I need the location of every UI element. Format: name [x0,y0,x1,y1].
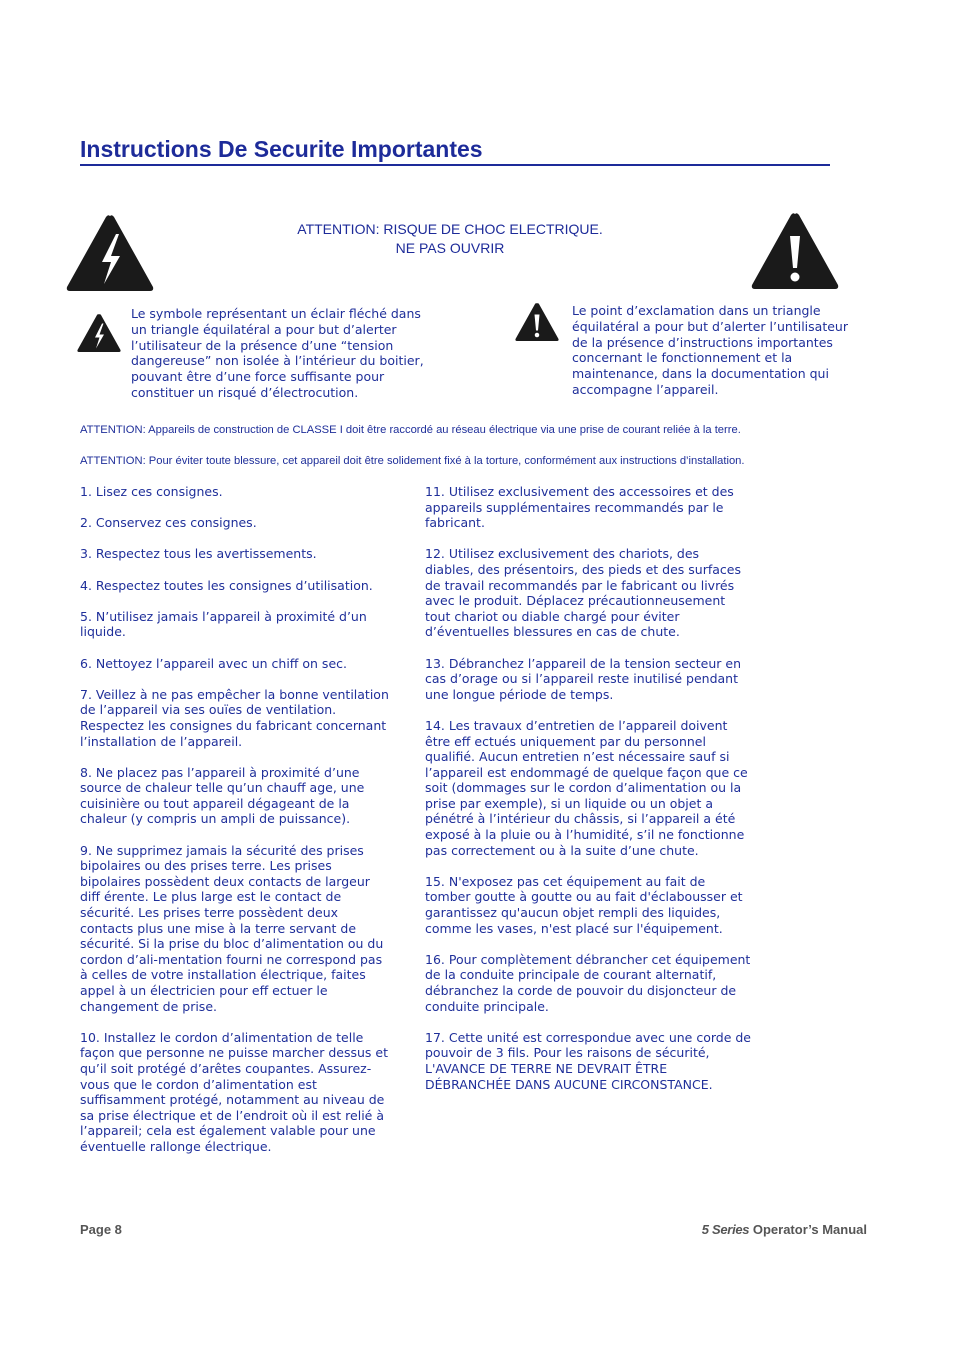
manual-label: Operator’s Manual [749,1222,867,1237]
list-item: 4. Respectez toutes les consignes d’utilisation. [80,577,373,593]
class-one-note: ATTENTION: Appareils de construction de CLASSE I doit être raccordé au réseau électrique via une prise de courant reliée à la terre. [80,424,741,436]
list-item: 12. Utilisez exclusivement des chariots, des diables, des présentoirs, des pieds et des surfaces de travail recommandés par le fabricant ou livrés avec le produit. Déplacez précautionneusement tout chariot ou diable chargé pour éviter d’éventuelles blessures en cas de chute. [425,546,741,640]
lightning-symbol-description: Le symbole représentant un éclair fléché dans un triangle équilatéral a pour but d’alerter l’utilisateur de la présence d’une “tension dangereuse” non isolée à l’intérieur du boitier, pouvant être d’une force suffisante pour constituer un risqué d’électrocution. [131,306,424,400]
list-item: 13. Débranchez l’appareil de la tension secteur en cas d’orage ou si l’appareil reste inutilisé pendant une longue période de temps. [425,655,742,702]
exclamation-symbol-description: Le point d’exclamation dans un triangle équilatéral a pour but d’alerter l’untilisateur de la présence d’instructions importantes concernant le fonctionnement et la maintenance, dans la documentation qui accompagne l’appareil. [572,303,848,397]
page-title: Instructions De Securite Importantes [80,134,830,166]
lightning-symbol-icon [76,311,122,355]
exclamation-warning-icon [749,210,841,292]
exclamation-symbol-icon [514,301,560,343]
list-item: 16. Pour complètement débrancher cet équipement de la conduite principale de courant alternatif, débranchez la corde de pouvoir du disjoncteur de conduite principale. [425,951,751,1014]
list-item: 2. Conservez ces consignes. [80,515,257,531]
electric-shock-warning [230,220,670,258]
page-number: Page 8 [80,1222,122,1237]
list-item: 1. Lisez ces consignes. [80,484,223,499]
list-item: 8. Ne placez pas l’appareil à proximité d’une source de chaleur telle qu’un chauff age, une cuisinière ou tout appareil dégageant de la chaleur (y compris un ampli de puissance). [80,764,365,827]
list-item: 7. Veillez à ne pas empêcher la bonne ventilation de l’appareil via ses ouïes de ventilation. Respectez les consignes du fabricant concernant l’installation de l’appareil. [80,686,389,749]
list-item: 15. N'exposez pas cet équipement au fait de tomber goutte à goutte ou au fait d'éclabousser et garantissez qu'aucun objet rempli des liquides, comme les vases, n'est placé sur l'équipement. [425,873,743,936]
electric-shock-warning-icon [64,212,156,294]
warning-line-1: ATTENTION: RISQUE DE CHOC ELECTRIQUE. [297,221,603,237]
list-item: 9. Ne supprimez jamais la sécurité des prises bipolaires ou des prises terre. Les prises bipolaires possèdent deux contacts de largeur diff érente. Le plus large est le contact de sécurité. Les prises terre possèdent deux contacts plus une mise à la terre servant de sécurité. Si la prise du bloc d’alimentation ou du cordon d’ali-mentation fourni ne correspond pas à celles de votre installation électrique, faites appel à un électricien pour eff ectuer le changement de prise. [80,842,384,1014]
manual-title [702,1222,867,1237]
instructions-right-column [425,484,751,1108]
list-item: 6. Nettoyez l’appareil avec un chiff on sec. [80,655,347,671]
warning-line-2: NE PAS OUVRIR [395,240,505,256]
list-item: 3. Respectez tous les avertissements. [80,546,317,562]
mounting-note: ATTENTION: Pour éviter toute blessure, cet appareil doit être solidement fixé à la torture, conformément aux instructions d’installation. [80,455,745,467]
list-item: 17. Cette unité est correspondue avec une corde de pouvoir de 3 fils. Pour les raisons de sécurité, L'AVANCE DE TERRE NE DEVRAIT ÊTRE DÉBRANCHÉE DANS AUCUNE CIRCONSTANCE. [425,1029,751,1092]
list-item: 14. Les travaux d’entretien de l’appareil doivent être eff ectués uniquement par du personnel qualifié. Aucun entretien n’est nécessaire sauf si l’appareil est endommagé de quelque façon que ce soit (dommages sur le cordon d’alimentation ou la prise par exemple), si un liquide ou un objet a pénétré à l’intérieur du châssis, si l’appareil a été exposé à la pluie ou à l’humidité, s’il ne fonctionne pas correctement ou à la suite d’une chute. [425,717,748,858]
list-item: 5. N’utilisez jamais l’appareil à proximité d’un liquide. [80,608,367,640]
list-item: 10. Installez le cordon d’alimentation de telle façon que personne ne puisse marcher dessus et qu’il soit protégé d’arêtes coupantes. Assurez-vous que le cordon d’alimentation est suffisamment protégé, notamment au niveau de sa prise électrique et de l’endroit où il est relié à l’appareil; cela est également valable pour une éventuelle rallonge électrique. [80,1029,388,1154]
series-name: 5 Series [701,1222,750,1237]
list-item: 11. Utilisez exclusivement des accessoires et des appareils supplémentaires recommandés par le fabricant. [425,484,734,531]
instructions-left-column [80,484,392,1170]
